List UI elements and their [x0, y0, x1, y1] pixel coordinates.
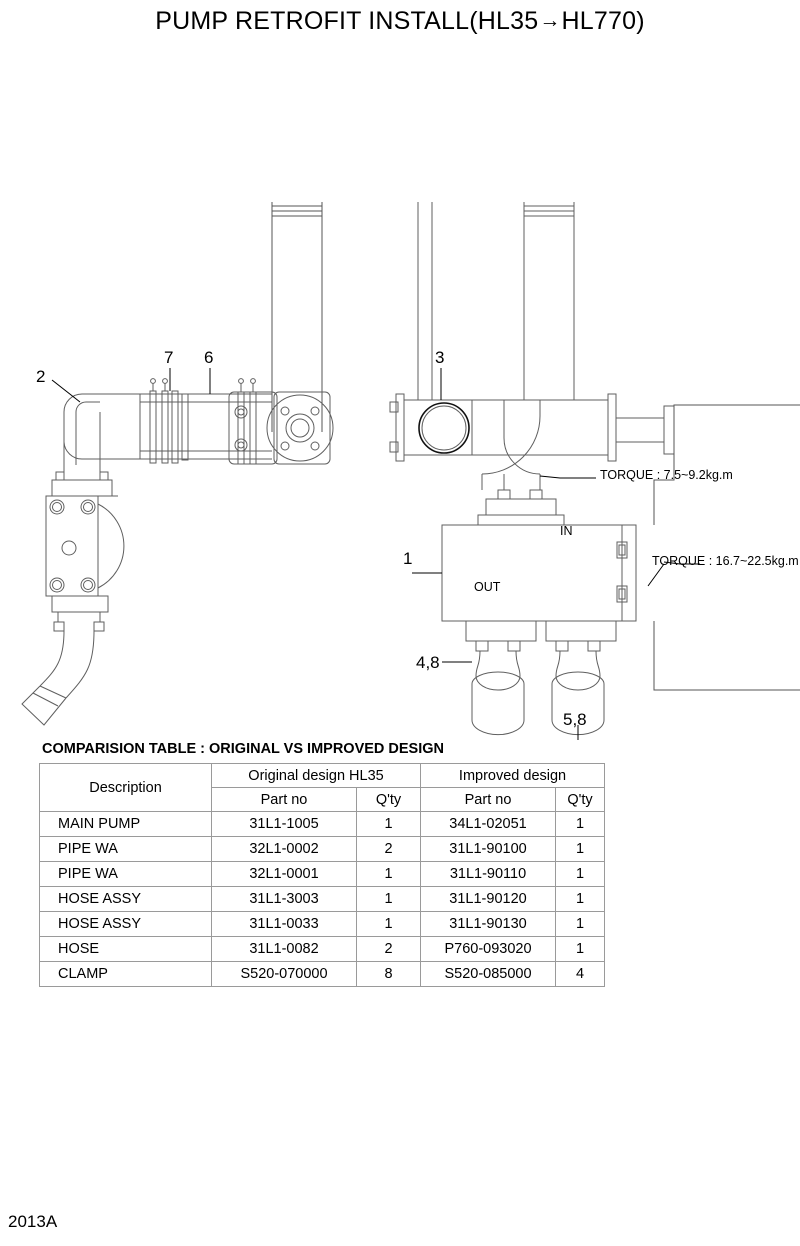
page-title-suffix: HL770) — [561, 7, 645, 35]
table-row — [40, 887, 605, 912]
port-label-in: IN — [560, 524, 573, 538]
right-elbow-down — [482, 400, 540, 490]
page-title-prefix: PUMP RETROFIT INSTALL(HL35 — [155, 7, 539, 35]
comparison-table — [39, 763, 605, 987]
right-riser-pipe-right — [524, 202, 574, 400]
port-label-out: OUT — [474, 580, 501, 594]
assembly-drawing — [0, 180, 800, 740]
cell-original-qty: 1 — [357, 887, 421, 912]
mounting-bracket-outline — [654, 405, 800, 690]
cell-improved-qty: 1 — [556, 837, 605, 862]
header-original-qty: Q'ty — [357, 788, 421, 812]
callout-5-8: 5,8 — [563, 710, 587, 729]
cell-improved-qty: 1 — [556, 912, 605, 937]
table-header-row-groups — [40, 764, 605, 788]
cell-improved-part: 31L1-90100 — [421, 837, 556, 862]
header-improved-group: Improved design — [421, 764, 605, 788]
header-description: Description — [40, 764, 212, 812]
table-row — [40, 937, 605, 962]
table-row — [40, 912, 605, 937]
cell-description: CLAMP — [40, 962, 212, 987]
table-row — [40, 862, 605, 887]
table-row — [40, 837, 605, 862]
cell-original-qty: 2 — [357, 837, 421, 862]
cell-original-qty: 1 — [357, 912, 421, 937]
cell-original-part: S520-070000 — [212, 962, 357, 987]
cell-original-part: 31L1-1005 — [212, 812, 357, 837]
callout-1: 1 — [403, 549, 413, 568]
cell-description: HOSE ASSY — [40, 887, 212, 912]
header-original-group: Original design HL35 — [212, 764, 421, 788]
callout-7: 7 — [164, 348, 174, 367]
left-horizontal-pipe — [100, 394, 272, 459]
left-assembly — [22, 202, 333, 725]
annotation-torque-upper: TORQUE : 7.5~9.2kg.m — [600, 468, 733, 482]
cell-description: PIPE WA — [40, 837, 212, 862]
left-elbow — [64, 394, 100, 465]
pump-body — [46, 496, 124, 596]
table-caption: COMPARISION TABLE : ORIGINAL VS IMPROVED DESIGN — [42, 741, 444, 757]
header-improved-qty: Q'ty — [556, 788, 605, 812]
callout-2: 2 — [36, 367, 46, 386]
cell-original-qty: 8 — [357, 962, 421, 987]
cell-improved-qty: 1 — [556, 812, 605, 837]
callout-3: 3 — [435, 348, 445, 367]
cell-original-part: 31L1-3003 — [212, 887, 357, 912]
cell-improved-part: 31L1-90130 — [421, 912, 556, 937]
page-code: 2013A — [8, 1212, 58, 1231]
suction-hose — [22, 631, 94, 725]
cell-improved-part: 31L1-90110 — [421, 862, 556, 887]
cell-improved-qty: 1 — [556, 937, 605, 962]
cell-original-part: 31L1-0082 — [212, 937, 357, 962]
annotation-torque-lower: TORQUE : 16.7~22.5kg.m — [652, 554, 799, 568]
cell-original-part: 31L1-0033 — [212, 912, 357, 937]
cell-original-qty: 2 — [357, 937, 421, 962]
outlet-port-left — [466, 621, 536, 735]
cell-original-part: 32L1-0001 — [212, 862, 357, 887]
cell-description: MAIN PUMP — [40, 812, 212, 837]
right-assembly — [390, 202, 800, 740]
cell-improved-qty: 1 — [556, 862, 605, 887]
cell-description: HOSE ASSY — [40, 912, 212, 937]
table-row — [40, 812, 605, 837]
cell-original-qty: 1 — [357, 812, 421, 837]
cell-improved-part: 34L1-02051 — [421, 812, 556, 837]
cell-improved-part: S520-085000 — [421, 962, 556, 987]
clamp-bands-7 — [150, 379, 188, 463]
cell-improved-part: P760-093020 — [421, 937, 556, 962]
valve-inlet-flange — [478, 490, 564, 525]
table-row — [40, 962, 605, 987]
cell-description: HOSE — [40, 937, 212, 962]
upper-manifold-pipe — [390, 394, 616, 461]
cell-improved-part: 31L1-90120 — [421, 887, 556, 912]
valve-block — [442, 525, 636, 621]
cell-improved-qty: 4 — [556, 962, 605, 987]
cell-description: PIPE WA — [40, 862, 212, 887]
header-improved-part-no: Part no — [421, 788, 556, 812]
arrow-right-icon: → — [539, 9, 561, 32]
right-side-stub — [616, 406, 674, 454]
pump-top-flange — [46, 472, 118, 496]
pump-bottom-flange — [52, 596, 108, 631]
cell-original-qty: 1 — [357, 862, 421, 887]
page-title — [0, 7, 800, 36]
callout-6: 6 — [204, 348, 214, 367]
cell-improved-qty: 1 — [556, 887, 605, 912]
cell-original-part: 32L1-0002 — [212, 837, 357, 862]
callout-4-8: 4,8 — [416, 653, 440, 672]
left-callout-leaders — [52, 368, 210, 402]
left-riser-pipe — [272, 202, 322, 432]
right-riser-pipe-left — [418, 202, 432, 400]
header-original-part-no: Part no — [212, 788, 357, 812]
